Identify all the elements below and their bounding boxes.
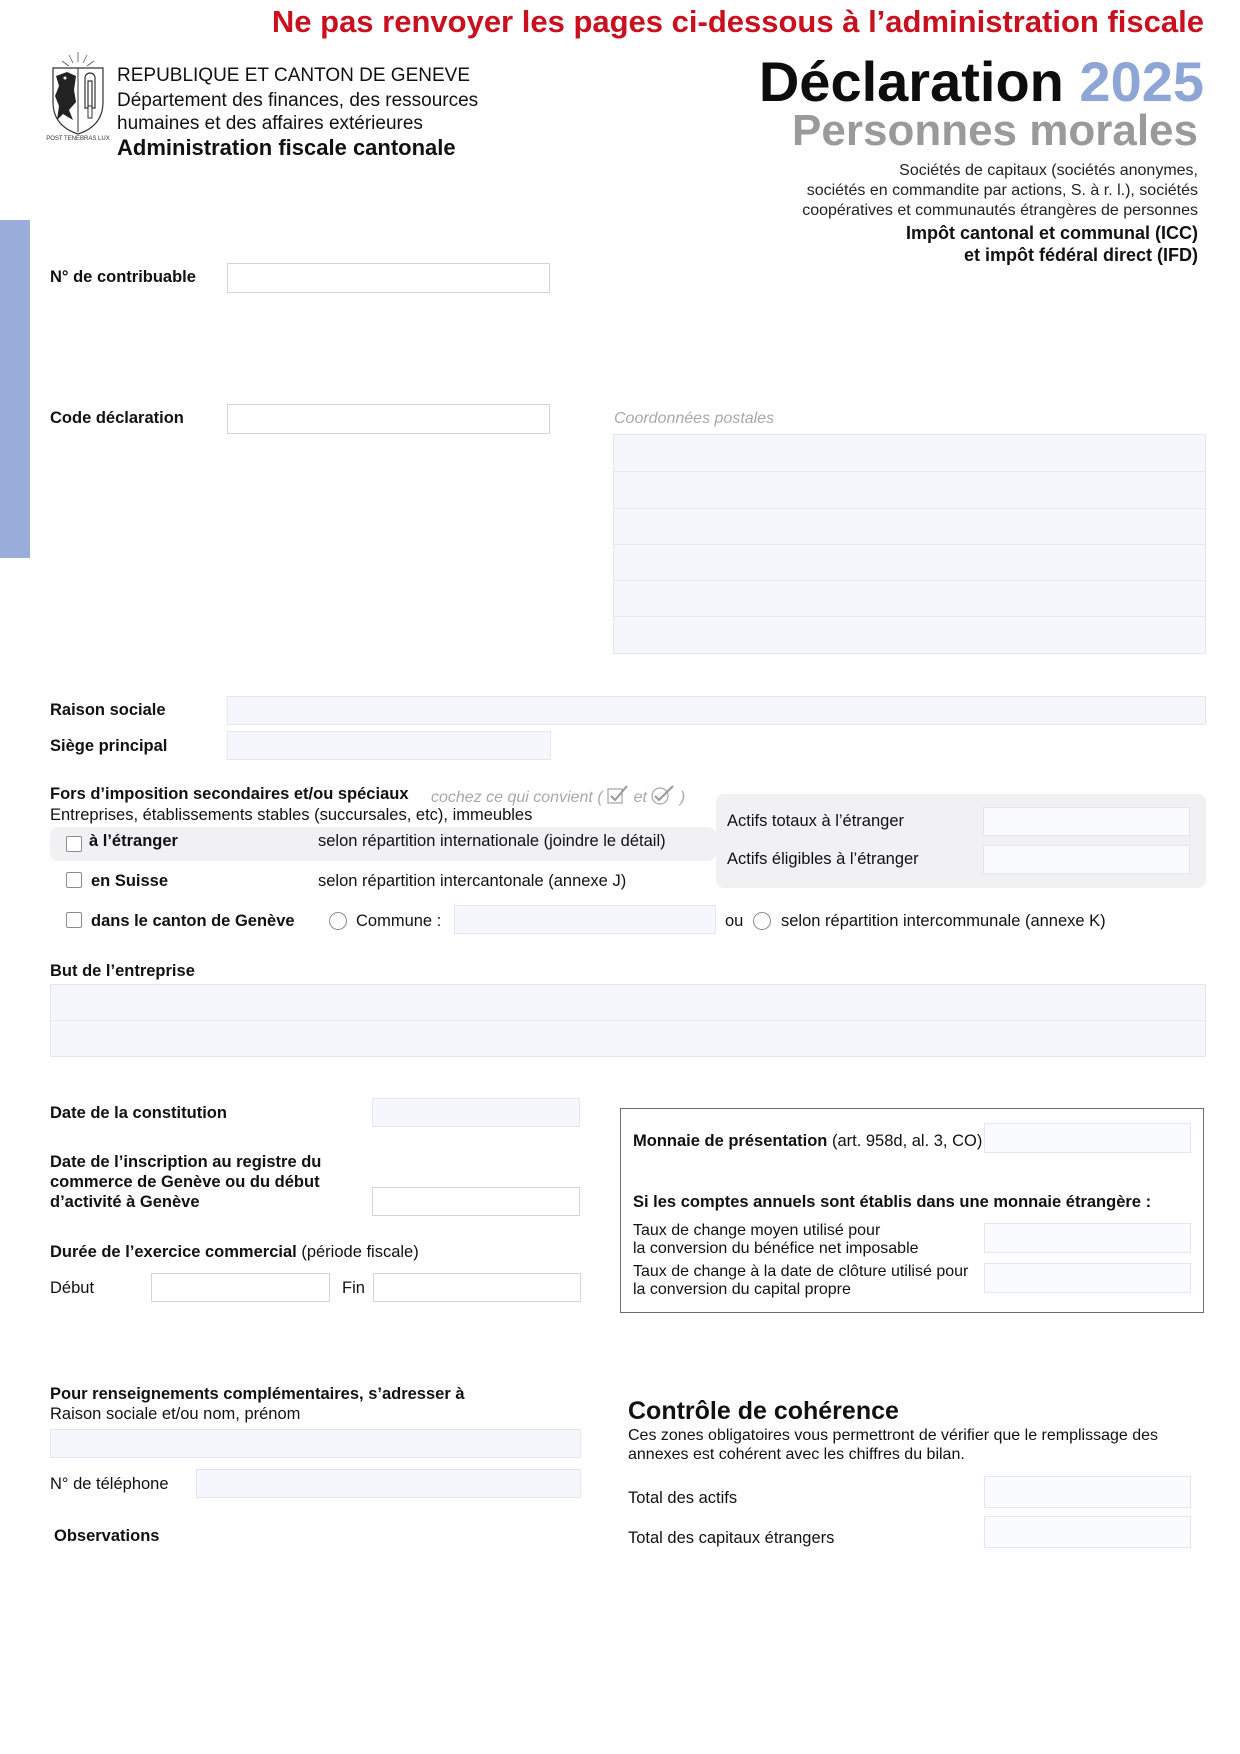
total-capitaux-input[interactable]	[984, 1516, 1191, 1548]
fin-input[interactable]	[373, 1273, 581, 1302]
coherence-title: Contrôle de cohérence	[628, 1397, 899, 1425]
siege-principal-label: Siège principal	[50, 737, 168, 755]
monnaie-input[interactable]	[984, 1123, 1191, 1153]
siege-principal-input[interactable]	[227, 731, 551, 760]
raison-sociale-input[interactable]	[227, 696, 1206, 725]
date-inscription-label-3: d’activité à Genève	[50, 1193, 200, 1211]
postal-address-box[interactable]	[613, 434, 1206, 654]
department-line-2: humaines et des affaires extérieures	[117, 113, 423, 134]
code-declaration-input[interactable]	[227, 404, 550, 434]
taux-cloture-label-2: la conversion du capital propre	[633, 1281, 851, 1298]
date-constitution-input[interactable]	[372, 1098, 580, 1127]
scope-line-2: sociétés en commandite par actions, S. à r. l.), sociétés	[806, 182, 1198, 199]
suisse-label: en Suisse	[91, 872, 169, 890]
taux-moyen-label-2: la conversion du bénéfice net imposable	[633, 1240, 919, 1257]
ou-label: ou	[725, 912, 744, 930]
suisse-checkbox[interactable]	[66, 872, 82, 888]
taux-moyen-input[interactable]	[984, 1223, 1191, 1253]
warning-banner: Ne pas renvoyer les pages ci-dessous à l’administration fiscale	[271, 4, 1204, 39]
declaration-subtitle: Personnes morales	[792, 106, 1198, 155]
side-accent-bar	[0, 220, 30, 558]
geneve-label: dans le canton de Genève	[91, 912, 295, 930]
taux-cloture-input[interactable]	[984, 1263, 1191, 1293]
fin-label: Fin	[342, 1279, 365, 1297]
but-entreprise-input[interactable]	[50, 984, 1206, 1057]
etranger-label: à l’étranger	[89, 832, 178, 850]
checkmark-box-icon	[607, 785, 629, 810]
commune-input[interactable]	[454, 905, 716, 934]
title-word: Déclaration	[758, 50, 1064, 113]
republic-label: REPUBLIQUE ET CANTON DE GENEVE	[117, 65, 470, 86]
geneve-checkbox[interactable]	[66, 912, 82, 928]
coherence-desc-1: Ces zones obligatoires vous permettront de vérifier que le remplissage des	[628, 1427, 1159, 1444]
duree-exercice-label: Durée de l’exercice commercial (période fiscale)	[50, 1243, 419, 1261]
total-actifs-input[interactable]	[984, 1476, 1191, 1508]
coherence-desc-2: annexes est cohérent avec les chiffres du bilan.	[628, 1446, 965, 1463]
fors-title: Fors d’imposition secondaires et/ou spéciaux	[50, 785, 409, 803]
total-capitaux-label: Total des capitaux étrangers	[628, 1529, 835, 1547]
contact-title: Pour renseignements complémentaires, s’adresser à	[50, 1385, 465, 1403]
checkmark-circle-icon	[651, 785, 675, 810]
contribuable-label: N° de contribuable	[50, 268, 196, 286]
fors-hint: cochez ce qui convient ( et )	[431, 785, 685, 810]
title-year: 2025	[1079, 50, 1204, 113]
intercommunal-radio[interactable]	[753, 912, 771, 930]
tax-line-1: Impôt cantonal et communal (ICC)	[905, 223, 1198, 243]
but-entreprise-label: But de l’entreprise	[50, 962, 195, 980]
telephone-input[interactable]	[196, 1469, 581, 1498]
code-declaration-label: Code déclaration	[50, 409, 184, 427]
suisse-desc: selon répartition intercantonale (annexe J)	[318, 872, 627, 890]
commune-radio[interactable]	[329, 912, 347, 930]
debut-label: Début	[50, 1279, 95, 1297]
contribuable-input[interactable]	[227, 263, 550, 293]
monnaie-etrangere-title: Si les comptes annuels sont établis dans une monnaie étrangère :	[633, 1193, 1152, 1211]
fors-subtitle: Entreprises, établissements stables (succursales, etc), immeubles	[50, 806, 533, 824]
date-constitution-label: Date de la constitution	[50, 1104, 227, 1122]
actifs-eligibles-label: Actifs éligibles à l’étranger	[727, 850, 919, 868]
etranger-desc: selon répartition internationale (joindre le détail)	[318, 832, 666, 850]
logo-motto: POST TENEBRAS LUX	[46, 136, 110, 142]
administration-label: Administration fiscale cantonale	[117, 135, 456, 160]
debut-input[interactable]	[151, 1273, 330, 1302]
department-line-1: Département des finances, des ressources	[117, 90, 479, 111]
telephone-label: N° de téléphone	[50, 1475, 169, 1493]
actifs-totaux-label: Actifs totaux à l’étranger	[727, 812, 905, 830]
observations-label: Observations	[54, 1527, 160, 1545]
contact-name-input[interactable]	[50, 1429, 581, 1458]
etranger-checkbox[interactable]	[66, 836, 82, 852]
commune-label: Commune :	[356, 912, 442, 930]
total-actifs-label: Total des actifs	[628, 1489, 738, 1507]
taux-cloture-label-1: Taux de change à la date de clôture utilisé pour	[633, 1263, 969, 1280]
date-inscription-label-2: commerce de Genève ou du début	[50, 1173, 320, 1191]
raison-sociale-label: Raison sociale	[50, 701, 166, 719]
date-inscription-input[interactable]	[372, 1187, 580, 1216]
actifs-totaux-input[interactable]	[983, 807, 1190, 836]
contact-subtitle: Raison sociale et/ou nom, prénom	[50, 1405, 301, 1423]
postal-address-label: Coordonnées postales	[614, 410, 775, 427]
tax-line-2: et impôt fédéral direct (IFD)	[963, 245, 1198, 265]
actifs-eligibles-input[interactable]	[983, 845, 1190, 874]
taux-moyen-label-1: Taux de change moyen utilisé pour	[633, 1222, 881, 1239]
intercommunal-label: selon répartition intercommunale (annexe K)	[781, 912, 1106, 930]
date-inscription-label-1: Date de l’inscription au registre du	[50, 1153, 322, 1171]
declaration-title	[759, 52, 1204, 112]
monnaie-label: Monnaie de présentation (art. 958d, al. 3, CO)	[633, 1132, 983, 1150]
scope-line-1: Sociétés de capitaux (sociétés anonymes,	[899, 162, 1198, 179]
geneva-coat-of-arms-icon	[47, 50, 109, 145]
scope-line-3: coopératives et communautés étrangères de personnes	[802, 202, 1198, 219]
